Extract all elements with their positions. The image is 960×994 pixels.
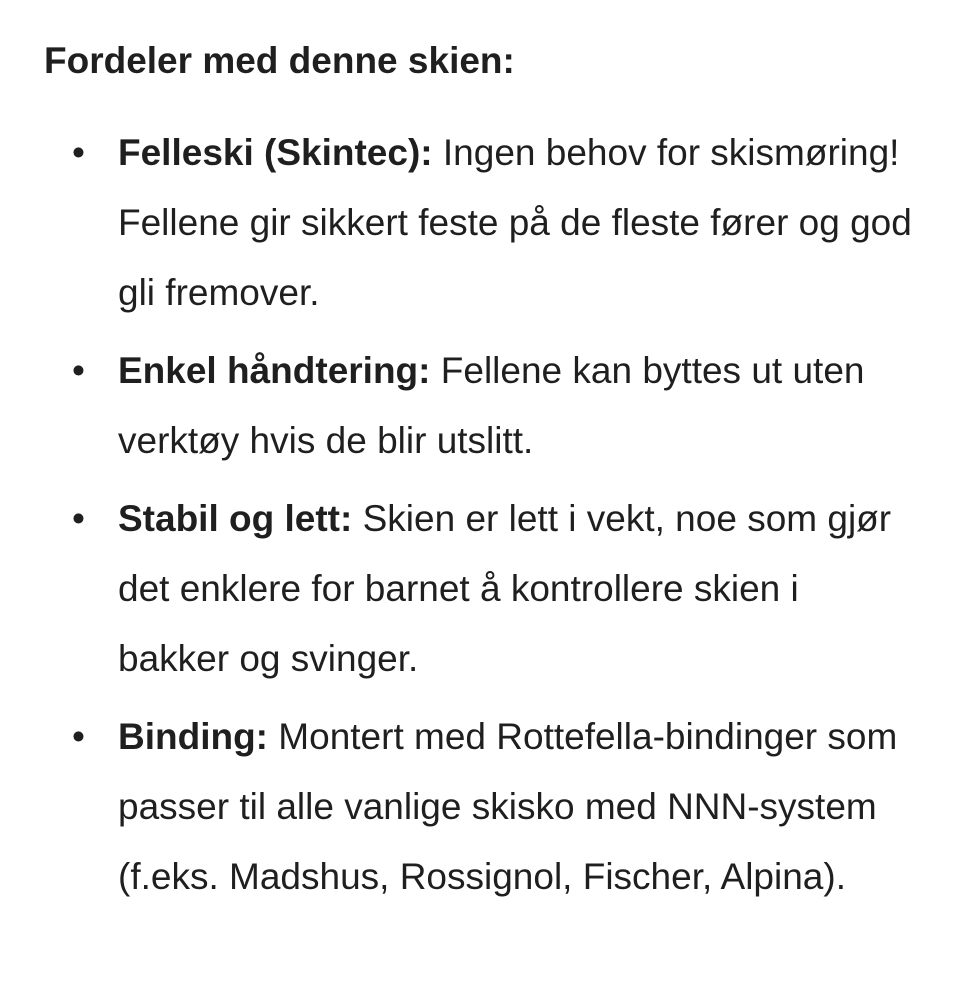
bullet-icon: •: [72, 132, 85, 173]
list-item: • Binding: Montert med Rottefella-bindinger som passer til alle vanlige skisko med NNN-system (f.eks. Madshus, Rossignol, Fischer, Alpina).: [0, 702, 960, 912]
list-item: • Stabil og lett: Skien er lett i vekt, noe som gjør det enklere for barnet å kontrollere skien i bakker og svinger.: [0, 484, 960, 694]
benefits-list: [0, 118, 960, 920]
section-heading: Fordeler med denne skien:: [44, 40, 515, 81]
bullet-icon: •: [72, 350, 85, 391]
bullet-icon: •: [72, 716, 85, 757]
list-item: • Felleski (Skintec): Ingen behov for skismøring! Fellene gir sikkert feste på de fleste fører og god gli fremover.: [0, 118, 960, 328]
bullet-icon: •: [72, 498, 85, 539]
list-item: • Enkel håndtering: Fellene kan byttes ut uten verktøy hvis de blir utslitt.: [0, 336, 960, 476]
